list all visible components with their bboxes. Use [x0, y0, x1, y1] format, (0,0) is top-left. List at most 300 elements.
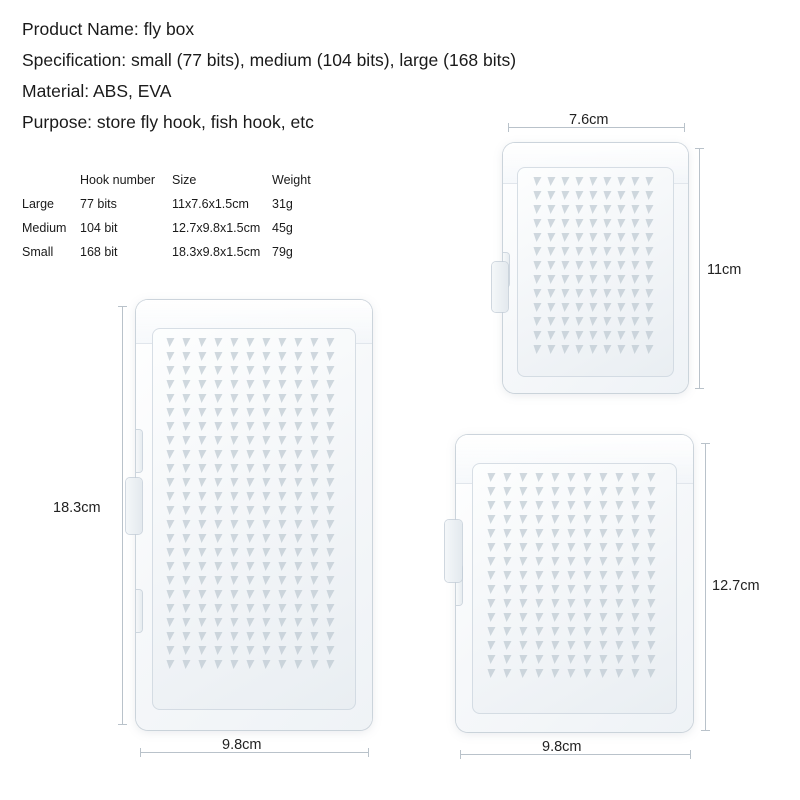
foam-slit: [326, 618, 335, 627]
foam-slit: [574, 247, 583, 256]
dim-tick: [140, 748, 141, 757]
foam-slit: [646, 599, 655, 608]
foam-slit: [230, 576, 239, 585]
foam-slit: [486, 613, 495, 622]
foam-slit: [166, 632, 175, 641]
foam-slit: [550, 543, 559, 552]
foam-slit: [644, 233, 653, 242]
foam-slit: [166, 506, 175, 515]
foam-slit: [616, 303, 625, 312]
foam-slit: [502, 655, 511, 664]
foam-slit: [294, 604, 303, 613]
foam-slit: [646, 529, 655, 538]
foam-slit: [598, 599, 607, 608]
foam-slit: [198, 576, 207, 585]
foam-slit: [614, 627, 623, 636]
foam-slit: [566, 669, 575, 678]
foam-slit: [646, 473, 655, 482]
foam-slit: [646, 501, 655, 510]
foam-slit: [278, 618, 287, 627]
foam-slit: [214, 436, 223, 445]
foam-slit: [326, 562, 335, 571]
spec-line-material: Material: ABS, EVA: [22, 81, 172, 101]
foam-slit: [532, 191, 541, 200]
foam-slit: [588, 219, 597, 228]
foam-slit: [546, 205, 555, 214]
foam-slit: [166, 548, 175, 557]
dim-tick: [684, 123, 685, 132]
table-cell-weight: 79g: [272, 245, 293, 259]
foam-slit: [518, 515, 527, 524]
foam-slit: [198, 660, 207, 669]
foam-slit: [550, 599, 559, 608]
foam-slit: [566, 613, 575, 622]
foam-slit: [214, 520, 223, 529]
foam-slit: [602, 191, 611, 200]
foam-slit: [518, 543, 527, 552]
foam-slit: [326, 534, 335, 543]
foam-slit: [534, 641, 543, 650]
foam-slit: [574, 317, 583, 326]
foam-slit: [630, 303, 639, 312]
foam-slit: [198, 646, 207, 655]
foam-slit: [278, 590, 287, 599]
foam-slit: [630, 515, 639, 524]
foam-slit: [310, 408, 319, 417]
foam-slit: [262, 646, 271, 655]
foam-slit: [630, 473, 639, 482]
foam-slit: [294, 338, 303, 347]
foam-slit: [616, 191, 625, 200]
foam-slit: [566, 487, 575, 496]
table-header-size: Size: [172, 173, 197, 187]
foam-slit: [616, 289, 625, 298]
foam-slit: [182, 576, 191, 585]
foam-slit: [598, 585, 607, 594]
table-cell-hook: 104 bit: [80, 221, 118, 235]
foam-slit: [630, 669, 639, 678]
foam-slit: [582, 627, 591, 636]
foam-slit: [550, 501, 559, 510]
foam-slit: [294, 366, 303, 375]
foam-slit: [294, 492, 303, 501]
foam-slit: [294, 506, 303, 515]
dim-tick: [695, 388, 704, 389]
foam-slit: [630, 317, 639, 326]
foam-slit: [630, 543, 639, 552]
foam-slit: [614, 613, 623, 622]
foam-slit: [198, 422, 207, 431]
foam-slit: [644, 345, 653, 354]
foam-slit: [230, 478, 239, 487]
foam-slit: [310, 506, 319, 515]
foam-slit: [246, 506, 255, 515]
foam-slit: [630, 345, 639, 354]
foam-slit: [230, 562, 239, 571]
foam-slit: [502, 613, 511, 622]
foam-slit: [546, 247, 555, 256]
foam-slit: [246, 520, 255, 529]
foam-slit: [518, 655, 527, 664]
foam-slit: [326, 436, 335, 445]
foam-slit: [566, 571, 575, 580]
foam-slit: [166, 576, 175, 585]
foam-slit: [534, 613, 543, 622]
foam-slit: [532, 289, 541, 298]
foam-slit: [630, 205, 639, 214]
foam-slit: [646, 515, 655, 524]
foam-slit: [310, 632, 319, 641]
foam-slit: [582, 571, 591, 580]
foam-slit: [326, 660, 335, 669]
foam-slit: [166, 338, 175, 347]
foam-slit: [182, 366, 191, 375]
foam-slit: [262, 464, 271, 473]
foam-slit: [502, 557, 511, 566]
foam-slit: [582, 543, 591, 552]
foam-slit: [560, 289, 569, 298]
dim-label-large-width: 9.8cm: [222, 737, 262, 753]
foam-slit: [630, 585, 639, 594]
foam-slit: [518, 641, 527, 650]
foam-slit: [646, 641, 655, 650]
foam-slit: [588, 247, 597, 256]
foam-slit: [532, 205, 541, 214]
foam-slit: [262, 618, 271, 627]
foam-slit: [486, 627, 495, 636]
foam-slit: [598, 557, 607, 566]
spec-line-purpose: Purpose: store fly hook, fish hook, etc: [22, 112, 314, 132]
foam-slit: [278, 478, 287, 487]
foam-slit: [246, 380, 255, 389]
foam-slit: [546, 331, 555, 340]
foam-slit: [278, 394, 287, 403]
foam-slit: [630, 487, 639, 496]
foam-slit: [532, 261, 541, 270]
foam-slit: [246, 464, 255, 473]
foam-slit: [214, 422, 223, 431]
foam-slit: [582, 557, 591, 566]
foam-slit: [646, 571, 655, 580]
table-cell-size: 11x7.6x1.5cm: [172, 197, 249, 211]
foam-slit: [278, 352, 287, 361]
foam-slit: [214, 604, 223, 613]
foam-slit: [326, 590, 335, 599]
foam-slit: [518, 473, 527, 482]
foam-slit: [326, 576, 335, 585]
specification-table: [22, 168, 332, 264]
foam-slit: [582, 487, 591, 496]
foam-slit: [614, 487, 623, 496]
foam-slit: [182, 520, 191, 529]
foam-slit: [294, 576, 303, 585]
foam-slit: [182, 590, 191, 599]
foam-slit: [534, 473, 543, 482]
foam-slit: [486, 473, 495, 482]
foam-slit: [262, 478, 271, 487]
foam-slit: [294, 352, 303, 361]
foam-slit-grid: [517, 167, 674, 377]
foam-slit: [534, 627, 543, 636]
foam-slit: [560, 303, 569, 312]
foam-slit: [532, 345, 541, 354]
foam-slit: [326, 604, 335, 613]
foam-slit: [582, 473, 591, 482]
foam-slit: [166, 408, 175, 417]
dim-tick: [460, 750, 461, 759]
foam-slit: [198, 548, 207, 557]
small-fly-box: [503, 143, 688, 393]
foam-slit: [262, 506, 271, 515]
foam-slit: [278, 632, 287, 641]
foam-slit: [644, 331, 653, 340]
foam-slit: [326, 352, 335, 361]
foam-slit: [602, 233, 611, 242]
foam-slit: [182, 646, 191, 655]
dim-tick: [695, 148, 704, 149]
dim-label-large-height: 18.3cm: [53, 500, 101, 516]
foam-slit: [166, 520, 175, 529]
foam-slit: [246, 534, 255, 543]
foam-slit: [574, 331, 583, 340]
foam-slit: [646, 543, 655, 552]
foam-slit: [486, 599, 495, 608]
foam-slit: [246, 660, 255, 669]
foam-slit: [560, 317, 569, 326]
foam-slit: [310, 422, 319, 431]
foam-slit: [326, 366, 335, 375]
foam-slit: [630, 233, 639, 242]
foam-slit: [546, 177, 555, 186]
foam-slit: [310, 562, 319, 571]
foam-slit: [214, 548, 223, 557]
foam-slit: [582, 599, 591, 608]
foam-slit: [532, 177, 541, 186]
table-cell-weight: 45g: [272, 221, 293, 235]
foam-slit: [278, 520, 287, 529]
foam-slit: [326, 380, 335, 389]
foam-slit: [644, 177, 653, 186]
foam-slit: [214, 380, 223, 389]
foam-slit: [582, 585, 591, 594]
foam-slit: [182, 632, 191, 641]
dim-label-medium-height: 12.7cm: [712, 578, 760, 594]
foam-slit: [532, 219, 541, 228]
foam-slit: [614, 669, 623, 678]
foam-slit: [310, 450, 319, 459]
foam-slit: [502, 529, 511, 538]
foam-slit: [486, 585, 495, 594]
foam-slit: [166, 618, 175, 627]
dim-label-small-height: 11cm: [707, 262, 742, 278]
foam-slit: [310, 338, 319, 347]
foam-slit: [214, 338, 223, 347]
foam-slit: [550, 515, 559, 524]
foam-slit: [198, 604, 207, 613]
foam-slit: [574, 177, 583, 186]
foam-slit: [630, 247, 639, 256]
foam-slit: [534, 543, 543, 552]
foam-slit: [182, 562, 191, 571]
foam-slit: [588, 289, 597, 298]
foam-slit: [546, 317, 555, 326]
foam-slit: [262, 450, 271, 459]
foam-slit: [166, 590, 175, 599]
foam-slit: [502, 543, 511, 552]
foam-slit: [246, 618, 255, 627]
table-cell-label: Medium: [22, 221, 67, 235]
foam-slit: [518, 529, 527, 538]
foam-slit: [182, 492, 191, 501]
foam-slit: [182, 548, 191, 557]
table-header-weight: Weight: [272, 173, 311, 187]
foam-slit: [278, 646, 287, 655]
foam-slit: [198, 632, 207, 641]
dim-tick: [690, 750, 691, 759]
foam-slit: [310, 380, 319, 389]
foam-slit: [278, 436, 287, 445]
foam-slit: [198, 506, 207, 515]
foam-slit: [574, 233, 583, 242]
dim-tick: [508, 123, 509, 132]
foam-slit: [166, 562, 175, 571]
foam-slit: [566, 543, 575, 552]
foam-slit: [602, 275, 611, 284]
box-hinge: [136, 430, 142, 472]
foam-slit: [614, 641, 623, 650]
foam-slit: [262, 366, 271, 375]
foam-slit: [630, 501, 639, 510]
spec-line-specification: Specification: small (77 bits), medium (104 bits), large (168 bits): [22, 50, 517, 70]
foam-slit: [598, 613, 607, 622]
table-cell-size: 12.7x9.8x1.5cm: [172, 221, 261, 235]
foam-slit: [598, 571, 607, 580]
foam-slit: [518, 585, 527, 594]
foam-slit: [198, 590, 207, 599]
foam-slit: [550, 613, 559, 622]
foam-slit: [246, 632, 255, 641]
foam-slit: [588, 275, 597, 284]
table-cell-hook: 77 bits: [80, 197, 117, 211]
foam-slit: [598, 641, 607, 650]
foam-slit: [198, 618, 207, 627]
foam-slit: [502, 515, 511, 524]
foam-slit: [486, 515, 495, 524]
foam-slit: [534, 669, 543, 678]
foam-slit: [588, 331, 597, 340]
foam-slit: [574, 191, 583, 200]
foam-slit: [616, 331, 625, 340]
foam-slit: [326, 450, 335, 459]
dim-line-small-height: [699, 148, 700, 388]
foam-slit: [534, 655, 543, 664]
foam-slit: [230, 436, 239, 445]
foam-slit: [646, 585, 655, 594]
foam-slit: [262, 338, 271, 347]
foam-slit: [310, 660, 319, 669]
foam-slit: [230, 646, 239, 655]
foam-slit: [294, 632, 303, 641]
foam-slit: [646, 613, 655, 622]
foam-slit: [630, 557, 639, 566]
foam-slit: [550, 571, 559, 580]
foam-slit: [560, 261, 569, 270]
foam-slit: [560, 205, 569, 214]
foam-slit: [534, 487, 543, 496]
foam-slit: [310, 604, 319, 613]
foam-slit: [262, 520, 271, 529]
foam-slit: [182, 394, 191, 403]
foam-slit: [644, 191, 653, 200]
foam-slit: [560, 275, 569, 284]
foam-slit: [616, 317, 625, 326]
foam-slit: [262, 422, 271, 431]
foam-slit: [214, 590, 223, 599]
foam-slit: [262, 604, 271, 613]
foam-slit: [310, 534, 319, 543]
foam-slit: [246, 436, 255, 445]
foam-slit: [566, 529, 575, 538]
foam-slit: [198, 450, 207, 459]
foam-slit: [182, 618, 191, 627]
foam-slit: [166, 380, 175, 389]
foam-slit: [616, 177, 625, 186]
foam-slit: [644, 247, 653, 256]
foam-slit: [502, 571, 511, 580]
foam-slit: [198, 338, 207, 347]
foam-slit: [574, 275, 583, 284]
foam-slit: [630, 641, 639, 650]
foam-slit: [278, 338, 287, 347]
table-header-row: [22, 168, 332, 192]
spec-line-product-name: Product Name: fly box: [22, 19, 195, 39]
foam-slit: [560, 345, 569, 354]
foam-slit: [294, 450, 303, 459]
foam-slit: [616, 233, 625, 242]
foam-slit: [294, 590, 303, 599]
medium-fly-box: [456, 435, 693, 732]
foam-slit: [588, 317, 597, 326]
foam-slit: [166, 646, 175, 655]
foam-slit: [502, 641, 511, 650]
foam-slit: [502, 669, 511, 678]
foam-slit: [616, 219, 625, 228]
foam-slit: [310, 618, 319, 627]
foam-slit: [198, 436, 207, 445]
foam-slit: [550, 473, 559, 482]
foam-slit: [630, 177, 639, 186]
foam-slit: [294, 380, 303, 389]
foam-slit: [574, 205, 583, 214]
foam-slit: [278, 450, 287, 459]
large-fly-box: [136, 300, 372, 730]
foam-slit: [278, 492, 287, 501]
foam-slit: [182, 380, 191, 389]
foam-slit: [262, 492, 271, 501]
foam-slit: [502, 599, 511, 608]
foam-slit: [644, 261, 653, 270]
foam-slit: [566, 557, 575, 566]
foam-slit: [546, 345, 555, 354]
foam-slit: [214, 660, 223, 669]
foam-slit: [214, 366, 223, 375]
table-cell-weight: 31g: [272, 197, 293, 211]
foam-slit: [278, 562, 287, 571]
foam-slit: [614, 655, 623, 664]
table-header-hook: Hook number: [80, 173, 156, 187]
foam-slit: [214, 646, 223, 655]
foam-slit: [198, 352, 207, 361]
